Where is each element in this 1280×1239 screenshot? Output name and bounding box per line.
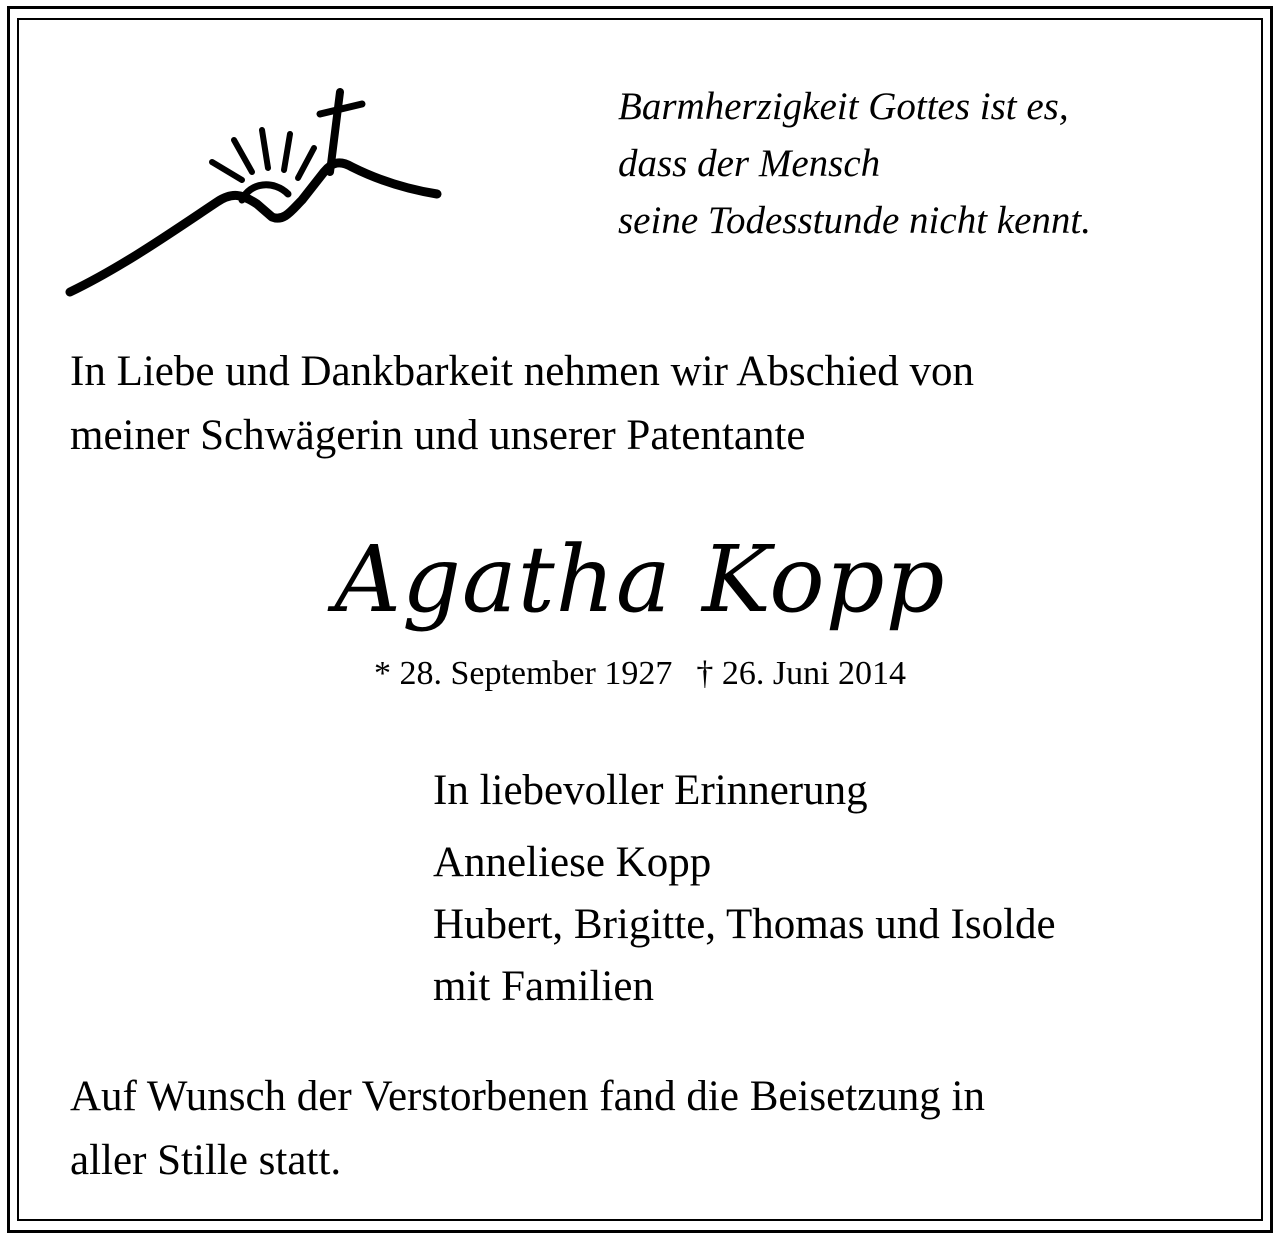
mourner-line: Anneliese Kopp <box>433 839 712 886</box>
intro-line: In Liebe und Dankbarkeit nehmen wir Abschied von <box>70 348 974 395</box>
mourner-line: Hubert, Brigitte, Thomas und Isolde <box>433 901 1056 948</box>
death-date: † 26. Juni 2014 <box>696 655 907 692</box>
mourner-line: mit Familien <box>433 963 654 1010</box>
mourners-block <box>433 760 1233 1018</box>
quote-line: seine Todesstunde nicht kennt. <box>618 199 1091 242</box>
quote-line: dass der Mensch <box>618 142 881 185</box>
notice-line: Auf Wunsch der Verstorbenen fand die Beisetzung in <box>70 1073 985 1120</box>
funeral-notice <box>70 1065 1240 1193</box>
birth-date: * 28. September 1927 <box>373 655 673 692</box>
bible-quote <box>618 78 1238 249</box>
intro-line: meiner Schwägerin und unserer Patentante <box>70 412 806 459</box>
intro-text <box>70 340 1240 468</box>
cross-on-hill-with-rising-sun-icon <box>62 82 447 304</box>
quote-line: Barmherzigkeit Gottes ist es, <box>618 85 1069 128</box>
notice-line: aller Stille statt. <box>70 1137 342 1184</box>
life-dates <box>0 652 1280 696</box>
deceased-name: Agatha Kopp <box>334 526 946 633</box>
closing-phrase: In liebevoller Erinnerung <box>433 767 868 814</box>
